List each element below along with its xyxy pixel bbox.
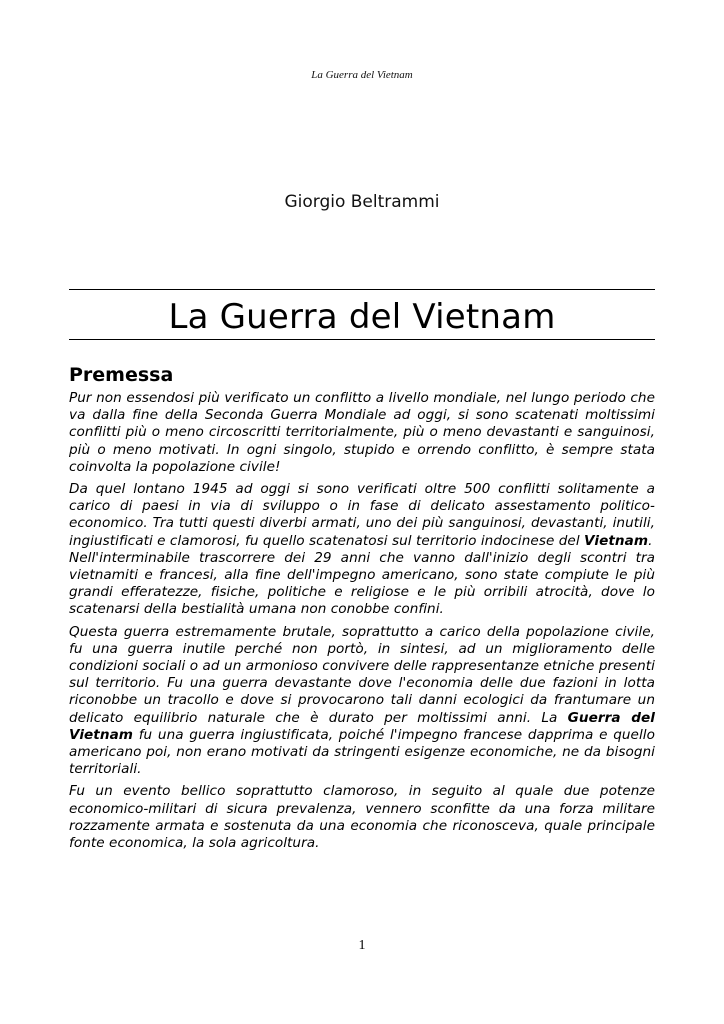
body-text [69, 390, 655, 857]
paragraph-2 [69, 481, 655, 550]
paragraph-3: Nell'interminabile trascorrere dei 29 anni che vanno dall'inizio degli scontri tra vietnamiti e francesi, alla fine dell'impegno americano, sono state compiute le più grandi efferatezze, fisiche, politiche e religiose e le più orribili atrocità, dove lo scatenarsi della bestialità umana non conobbe confini. [69, 549, 655, 618]
author-name: Giorgio Beltrammi [284, 192, 440, 212]
title-rule-bottom [69, 339, 655, 340]
paragraph-5: Fu un evento bellico soprattutto clamoroso, in seguito al quale due potenze economico-militari di sicura prevalenza, vennero sconfitte da una forza militare rozzamente armata e sostenuta da una economia che riconosceva, quale principale fonte economica, la sola agricoltura. [69, 783, 655, 852]
paragraph-4-text-b: fu una guerra ingiustificata, poiché l'impegno francese dapprima e quello americano poi, non erano motivati da stringenti esigenze economiche, ne da bisogni territoriali. [69, 726, 655, 778]
paragraph-4-emphasis: Guerra del Vietnam [69, 709, 655, 743]
running-header: La Guerra del Vietnam [311, 69, 413, 81]
paragraph-4 [69, 624, 655, 779]
title-rule-top [69, 289, 655, 290]
document-title: La Guerra del Vietnam [168, 297, 556, 337]
paragraph-2-emphasis: Vietnam [584, 532, 649, 549]
paragraph-1: Pur non essendosi più verificato un conflitto a livello mondiale, nel lungo periodo che va dalla fine della Seconda Guerra Mondiale ad oggi, si sono scatenati moltissimi conflitti più o meno circoscritti territorialmente, più o meno devastanti e sanguinosi, più o meno motivati. In ogni singolo, stupido e orrendo conflitto, è sempre stata coinvolta la popolazione civile! [69, 390, 655, 475]
page-number: 1 [358, 938, 366, 953]
paragraph-4-text-a: Questa guerra estremamente brutale, soprattutto a carico della popolazione civile, fu una guerra inutile perché non portò, in sintesi, ad un miglioramento delle condizioni sociali o ad un armonioso convivere delle rappresentanze etniche presenti sul territorio. Fu una guerra devastante dove l'economia delle due fazioni in lotta riconobbe un tracollo e dove si provocarono tali danni ecologici da frantumare un delicato equilibrio naturale che è durato per moltissimi anni. La [69, 623, 655, 726]
paragraph-2-text: Da quel lontano 1945 ad oggi si sono verificati oltre 500 conflitti solitamente a carico di paesi in via di sviluppo o in fase di delicato assestamento politico-economico. Tra tutti questi diverbi armati, uno dei più sanguinosi, devastanti, inutili, ingiustificati e clamorosi, fu quello scatenatosi sul territorio indocinese del [69, 481, 655, 549]
section-heading: Premessa [69, 364, 174, 386]
paragraph-2-end: . [648, 532, 653, 549]
